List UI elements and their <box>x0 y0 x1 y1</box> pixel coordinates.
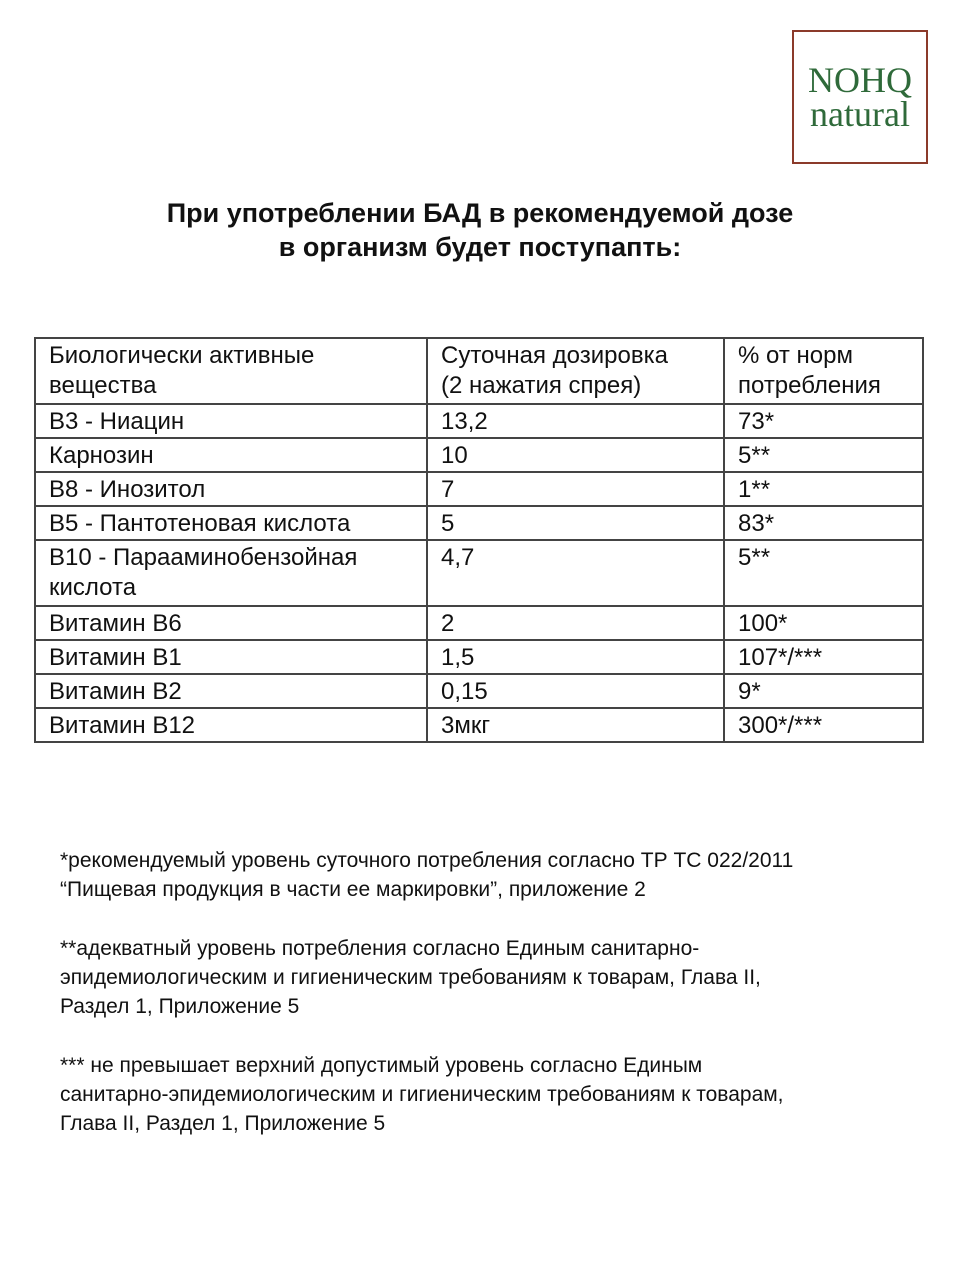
page-title <box>0 196 960 264</box>
cell-substance: Витамин B2 <box>35 674 427 708</box>
cell-percent: 83* <box>724 506 923 540</box>
cell-substance: B10 - Парааминобензойная кислота <box>35 540 427 606</box>
cell-substance: Витамин B6 <box>35 606 427 640</box>
footnotes <box>60 846 920 1168</box>
cell-dose: 1,5 <box>427 640 724 674</box>
header-substance: Биологически активные вещества <box>35 338 427 404</box>
brand-logo <box>792 30 928 164</box>
table-row <box>35 640 923 674</box>
table-row <box>35 708 923 742</box>
table-row <box>35 506 923 540</box>
cell-percent: 5** <box>724 540 923 606</box>
cell-percent: 107*/*** <box>724 640 923 674</box>
cell-percent: 300*/*** <box>724 708 923 742</box>
cell-substance: Карнозин <box>35 438 427 472</box>
cell-percent: 1** <box>724 472 923 506</box>
cell-dose: 3мкг <box>427 708 724 742</box>
cell-percent: 73* <box>724 404 923 438</box>
cell-substance: B3 - Ниацин <box>35 404 427 438</box>
cell-dose: 7 <box>427 472 724 506</box>
cell-substance: B8 - Инозитол <box>35 472 427 506</box>
cell-dose: 2 <box>427 606 724 640</box>
header-daily-dose: Суточная дозировка (2 нажатия спрея) <box>427 338 724 404</box>
footnote-double-star: **адекватный уровень потребления согласно Единым санитарно- эпидемиологическим и гигиеническим требованиям к товарам, Глава II, Раздел 1, Приложение 5 <box>60 937 761 1018</box>
table-row <box>35 404 923 438</box>
table-row <box>35 674 923 708</box>
table-row <box>35 606 923 640</box>
cell-dose: 5 <box>427 506 724 540</box>
logo-line-2: natural <box>810 94 910 134</box>
cell-dose: 0,15 <box>427 674 724 708</box>
composition-table <box>34 337 924 743</box>
cell-substance: Витамин B12 <box>35 708 427 742</box>
cell-dose: 10 <box>427 438 724 472</box>
cell-dose: 13,2 <box>427 404 724 438</box>
cell-substance: B5 - Пантотеновая кислота <box>35 506 427 540</box>
table-row <box>35 438 923 472</box>
title-line-1: При употреблении БАД в рекомендуемой дозе <box>166 198 794 228</box>
table-row <box>35 540 923 606</box>
table-row <box>35 472 923 506</box>
cell-percent: 5** <box>724 438 923 472</box>
footnote-triple-star: *** не превышает верхний допустимый уровень согласно Единым санитарно-эпидемиологическим и гигиеническим требованиям к товарам, Глава II, Раздел 1, Приложение 5 <box>60 1054 784 1135</box>
cell-percent: 9* <box>724 674 923 708</box>
cell-dose: 4,7 <box>427 540 724 606</box>
table-header-row <box>35 338 923 404</box>
footnote-single-star: *рекомендуемый уровень суточного потребления согласно ТР ТС 022/2011 “Пищевая продукция в части ее маркировки”, приложение 2 <box>60 849 794 901</box>
header-percent-norm: % от норм потребления <box>724 338 923 404</box>
cell-substance: Витамин B1 <box>35 640 427 674</box>
title-line-2: в организм будет поступапть: <box>278 232 682 262</box>
logo-line-1: NOHQ <box>808 60 912 100</box>
cell-percent: 100* <box>724 606 923 640</box>
